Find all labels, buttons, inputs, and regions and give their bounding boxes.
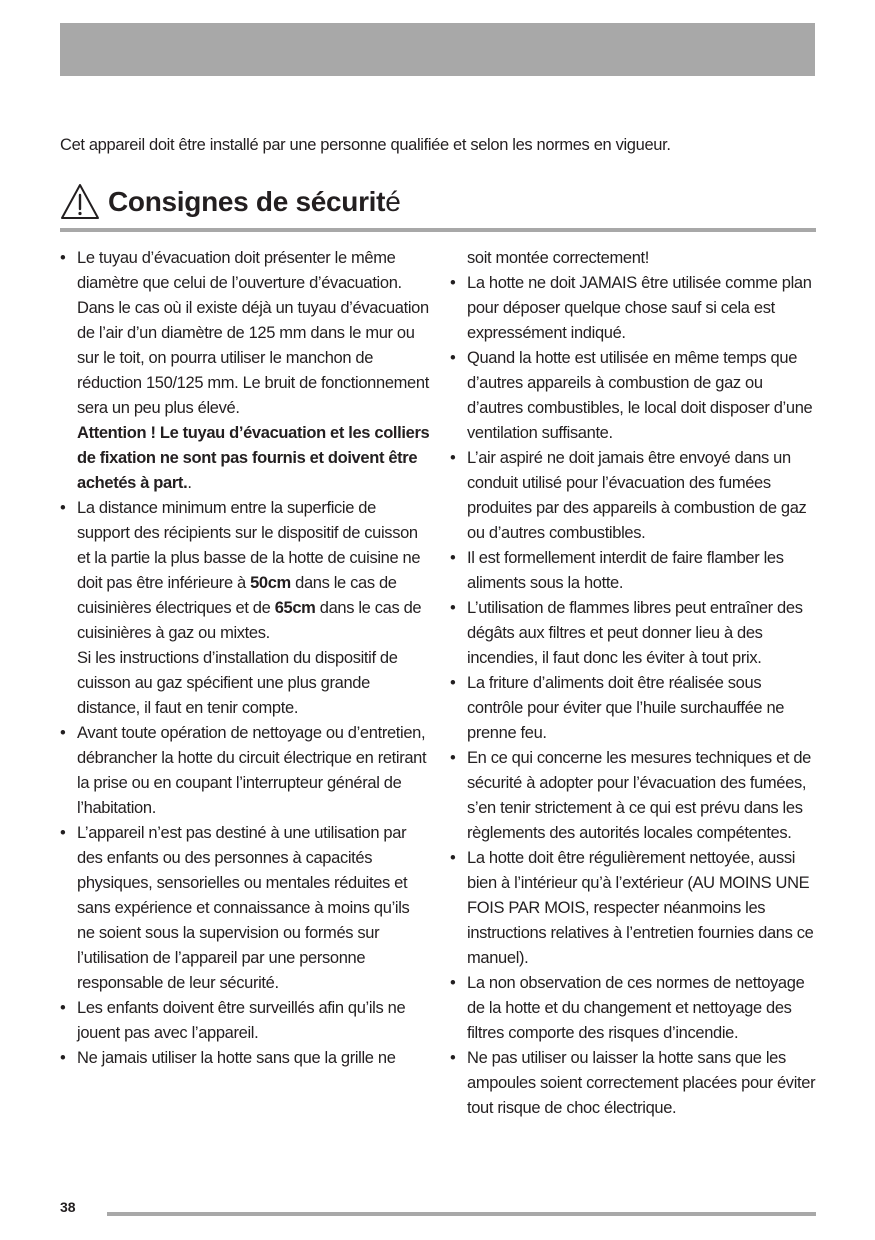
list-item: [58, 496, 430, 721]
paragraph: Dans le cas où il existe déjà un tuyau d’évacuation de l’air d’un diamètre de 125 mm dans le mur ou sur le toit, on pourra utiliser le manchon de réduction 150/125 mm. Le bruit de fonctionnement sera un peu plus élevé.: [77, 299, 429, 417]
list-item: • L’appareil n’est pas destiné à une utilisation par des enfants ou des personnes à capacités physiques, sensorielles ou mentales réduites et sans expérience et connaissance à moins qu’ils ne soient sous la supervision ou formés sur l’utilisation de l’appareil par une personne responsable de leur sécurité.: [58, 821, 430, 996]
list-item: • La friture d’aliments doit être réalisée sous contrôle pour éviter que l’huile surchauffée ne prenne feu.: [448, 671, 820, 746]
bold-warning: Attention ! Le tuyau d’évacuation et les colliers de fixation ne sont pas fournis et doivent être achetés à part.: [77, 424, 430, 492]
list-item-continued: soit montée correctement!: [467, 249, 649, 267]
paragraph: [77, 421, 430, 496]
header-bar: [60, 23, 815, 76]
section-title: [108, 186, 400, 218]
intro-text: Cet appareil doit être installé par une personne qualifiée et selon les normes en vigueur.: [60, 136, 671, 154]
text-run: dans le cas de cuisinières à gaz ou mixtes.: [77, 599, 422, 642]
text-run: .: [187, 474, 192, 492]
list-item: • L’utilisation de flammes libres peut entraîner des dégâts aux filtres et peut donner lieu à des incendies, il faut donc les éviter à tout prix.: [448, 596, 820, 671]
paragraph: • Le tuyau d’évacuation doit présenter le même diamètre que celui de l’ouverture d’évacuation.: [77, 249, 402, 292]
list-item: • La hotte ne doit JAMAIS être utilisée comme plan pour déposer quelque chose sauf si cela est expressément indiqué.: [448, 271, 820, 346]
list-item: • L’air aspiré ne doit jamais être envoyé dans un conduit utilisé pour l’évacuation des fumées produites par des appareils à combustion de gaz ou d’autres combustibles.: [448, 446, 820, 546]
list-item: • Quand la hotte est utilisée en même temps que d’autres appareils à combustion de gaz ou d’autres combustibles, le local doit disposer d’une ventilation suffisante.: [448, 346, 820, 446]
right-column: [448, 246, 820, 1121]
text-run: dans le cas de cuisinières électriques et de: [77, 574, 397, 617]
page-number: 38: [60, 1199, 76, 1215]
title-rule: [60, 228, 816, 232]
list-item: • La hotte doit être régulièrement nettoyée, aussi bien à l’intérieur qu’à l’extérieur (AU MOINS UNE FOIS PAR MOIS, respecter néanmoins les instructions relatives à l’entretien fournies dans ce manuel).: [448, 846, 820, 971]
warning-triangle-icon: [60, 183, 100, 221]
list-item: • En ce qui concerne les mesures techniques et de sécurité à adopter pour l’évacuation des fumées, s’en tenir strictement à ce qui est prévu dans les règlements des autorités locales compétentes.: [448, 746, 820, 846]
section-title-last: é: [385, 186, 401, 217]
section-title-main: Consignes de sécurit: [108, 186, 386, 217]
footer-rule: [107, 1212, 816, 1216]
list-item: [58, 246, 430, 496]
bold-value: 50cm: [250, 574, 291, 592]
list-item: • Ne pas utiliser ou laisser la hotte sans que les ampoules soient correctement placées pour éviter tout risque de choc électrique.: [448, 1046, 820, 1121]
section-heading: [60, 180, 816, 224]
paragraph: [77, 496, 430, 646]
text-run: La distance minimum entre la superficie de support des récipients sur le dispositif de cuisson et la partie la plus basse de la hotte de cuisine ne doit pas être inférieure à: [77, 499, 421, 592]
list-item: • Il est formellement interdit de faire flamber les aliments sous la hotte.: [448, 546, 820, 596]
list-item: • Ne jamais utiliser la hotte sans que la grille ne: [58, 1046, 430, 1071]
list-item: • Les enfants doivent être surveillés afin qu’ils ne jouent pas avec l’appareil.: [58, 996, 430, 1046]
left-column: [58, 246, 430, 1071]
bold-value: 65cm: [274, 599, 316, 617]
paragraph: Si les instructions d’installation du dispositif de cuisson au gaz spécifient une plus grande distance, il faut en tenir compte.: [77, 649, 398, 717]
list-item: • Avant toute opération de nettoyage ou d’entretien, débrancher la hotte du circuit électrique en retirant la prise ou en coupant l’interrupteur général de l’habitation.: [58, 721, 430, 821]
list-item: • La non observation de ces normes de nettoyage de la hotte et du changement et nettoyage des filtres comporte des risques d’incendie.: [448, 971, 820, 1046]
